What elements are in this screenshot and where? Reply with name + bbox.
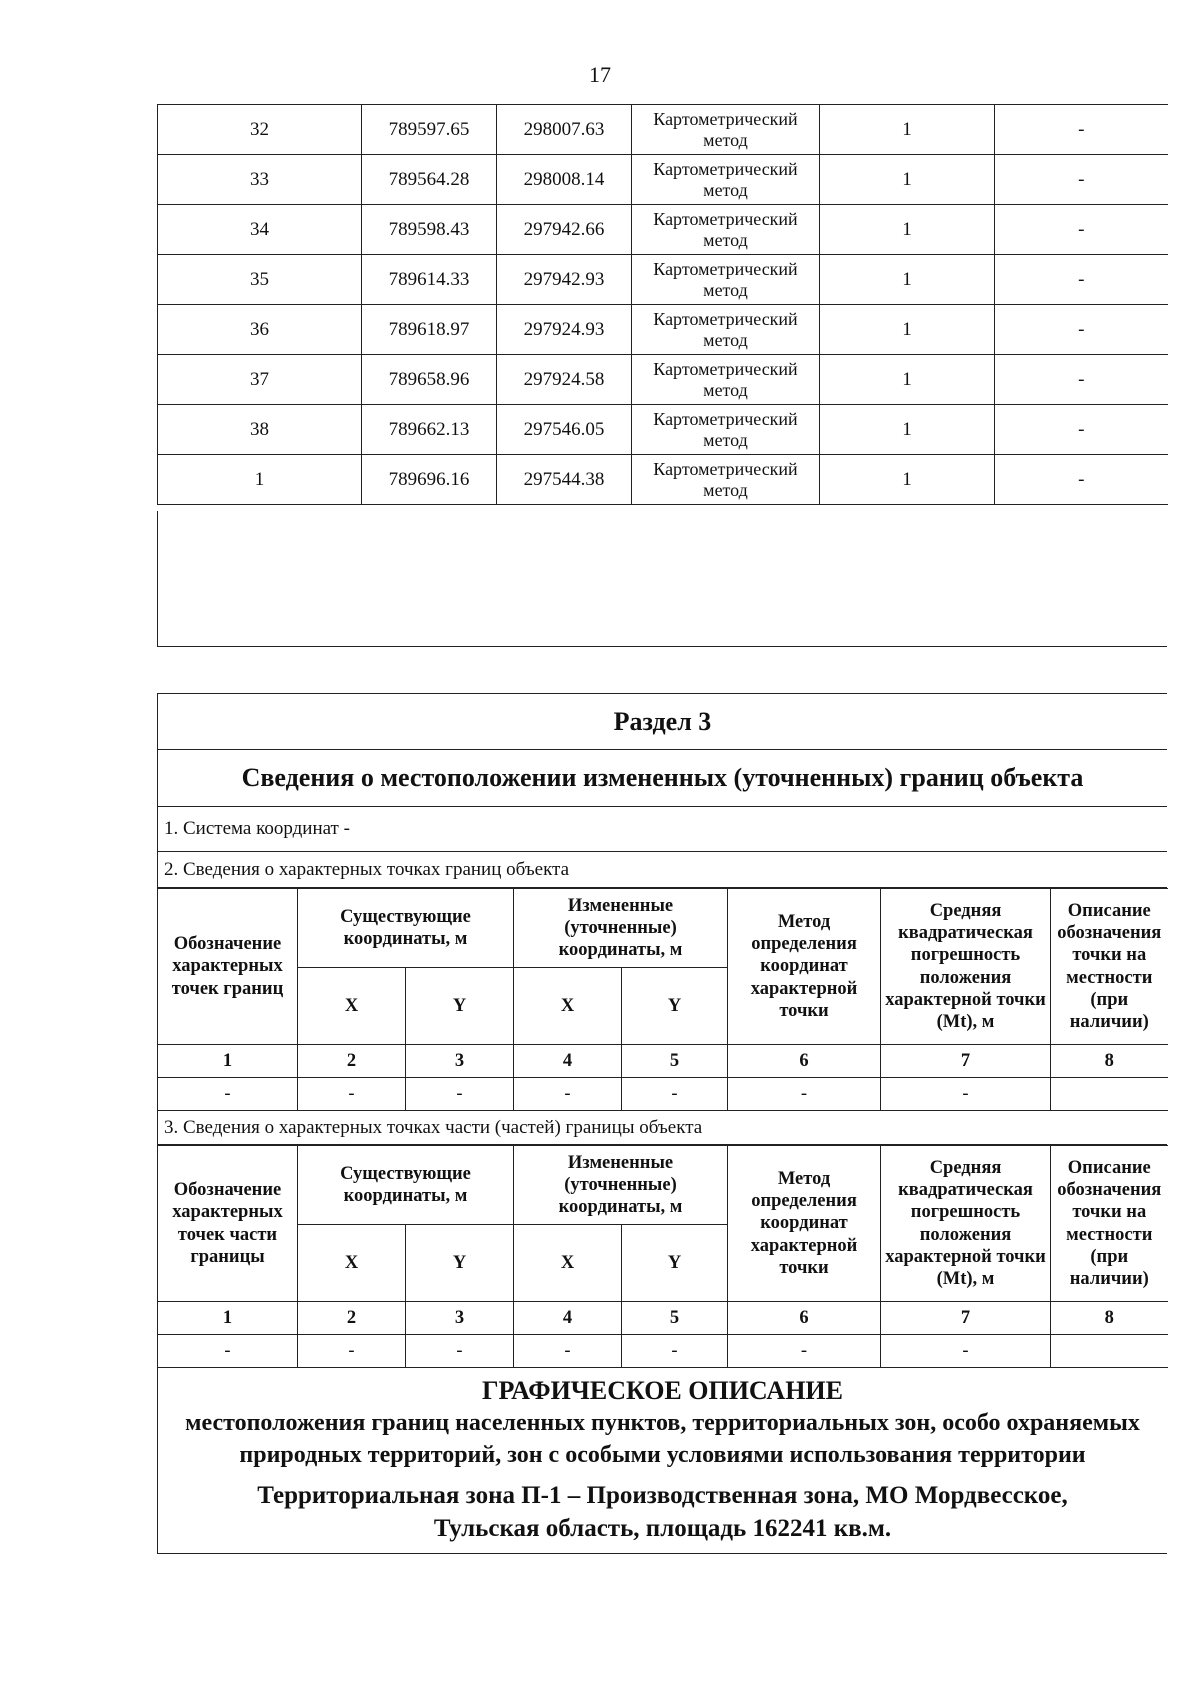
y-coordinate-cell: 297924.93 [497,305,632,355]
x-coordinate-cell: 789598.43 [362,205,497,255]
description-cell: - [995,305,1168,355]
accuracy-cell: 1 [820,255,995,305]
method-cell: Картометрический метод [632,155,820,205]
point-number-cell: 37 [158,355,362,405]
table-cell: - [881,1078,1051,1111]
parts-heading: 3. Сведения о характерных точках части (частей) границы объекта [157,1111,1167,1145]
col-number: 1 [158,1302,298,1335]
accuracy-cell: 1 [820,455,995,505]
table-cell: - [622,1335,728,1368]
boundary-points-table [157,888,1168,1111]
x-coordinate-cell: 789662.13 [362,405,497,455]
point-number-cell: 35 [158,255,362,305]
col-number: 5 [622,1045,728,1078]
accuracy-cell: 1 [820,155,995,205]
table-row [158,455,1168,505]
header-error: Средняя квадратическая погрешность положения характерной точки (Mt), м [881,889,1051,1045]
header-x: X [514,968,622,1045]
section-3 [157,693,1167,1554]
section-title: Раздел 3 [157,694,1167,750]
points-heading: 2. Сведения о характерных точках границ объекта [157,852,1167,888]
col-number: 6 [728,1045,881,1078]
point-number-cell: 1 [158,455,362,505]
section-subtitle: Сведения о местоположении измененных (уточненных) границ объекта [157,750,1167,807]
table-cell [1051,1335,1168,1368]
table-cell: - [514,1078,622,1111]
graphic-title: ГРАФИЧЕСКОЕ ОПИСАНИЕ [482,1376,843,1405]
y-coordinate-cell: 298007.63 [497,105,632,155]
accuracy-cell: 1 [820,105,995,155]
description-cell: - [995,105,1168,155]
header-description: Описание обозначения точки на местности (при наличии) [1051,889,1168,1045]
method-cell: Картометрический метод [632,255,820,305]
table-row [158,205,1168,255]
col-number: 4 [514,1045,622,1078]
point-number-cell: 34 [158,205,362,255]
header-y: Y [406,1225,514,1302]
y-coordinate-cell: 297546.05 [497,405,632,455]
header-existing-coords: Существующие координаты, м [298,889,514,968]
header-designation: Обозначение характерных точек границ [158,889,298,1045]
empty-table-area [157,511,1167,647]
method-cell: Картометрический метод [632,355,820,405]
col-number: 4 [514,1302,622,1335]
method-cell: Картометрический метод [632,205,820,255]
x-coordinate-cell: 789618.97 [362,305,497,355]
zone-line-1: Территориальная зона П-1 – Производственная зона, МО Мордвесское, [257,1482,1068,1509]
description-cell: - [995,155,1168,205]
header-description: Описание обозначения точки на местности (при наличии) [1051,1146,1168,1302]
table-cell [1051,1078,1168,1111]
table-cell: - [514,1335,622,1368]
point-number-cell: 36 [158,305,362,355]
col-number: 3 [406,1302,514,1335]
x-coordinate-cell: 789597.65 [362,105,497,155]
y-coordinate-cell: 298008.14 [497,155,632,205]
table-cell: - [406,1335,514,1368]
y-coordinate-cell: 297924.58 [497,355,632,405]
accuracy-cell: 1 [820,405,995,455]
header-y: Y [622,1225,728,1302]
table-row [158,255,1168,305]
header-method: Метод определения координат характерной точки [728,1146,881,1302]
col-number: 1 [158,1045,298,1078]
header-method: Метод определения координат характерной точки [728,889,881,1045]
point-number-cell: 38 [158,405,362,455]
col-number: 8 [1051,1045,1168,1078]
description-cell: - [995,405,1168,455]
zone-line-2: Тульская область, площадь 162241 кв.м. [433,1515,892,1542]
y-coordinate-cell: 297942.93 [497,255,632,305]
table-cell: - [298,1335,406,1368]
header-changed-coords: Измененные (уточненные) координаты, м [514,889,728,968]
header-y: Y [406,968,514,1045]
table-cell: - [622,1078,728,1111]
table-cell: - [728,1335,881,1368]
header-existing-coords: Существующие координаты, м [298,1146,514,1225]
x-coordinate-cell: 789564.28 [362,155,497,205]
header-x: X [298,1225,406,1302]
page-number: 17 [589,62,611,87]
method-cell: Картометрический метод [632,455,820,505]
description-cell: - [995,205,1168,255]
header-error: Средняя квадратическая погрешность положения характерной точки (Mt), м [881,1146,1051,1302]
table-row [158,305,1168,355]
header-y: Y [622,968,728,1045]
graphic-subtitle: местоположения границ населенных пунктов, территориальных зон, особо охраняемых природных территорий, зон с особыми условиями использования территории [185,1410,1140,1468]
part-points-table [157,1145,1168,1368]
header-x: X [514,1225,622,1302]
table-cell: - [881,1335,1051,1368]
coordinate-system-line: 1. Система координат - [157,807,1167,852]
description-cell: - [995,455,1168,505]
col-number: 2 [298,1045,406,1078]
table-row [158,405,1168,455]
table-cell: - [728,1078,881,1111]
x-coordinate-cell: 789696.16 [362,455,497,505]
col-number: 5 [622,1302,728,1335]
col-number: 7 [881,1045,1051,1078]
col-number: 6 [728,1302,881,1335]
col-number: 3 [406,1045,514,1078]
description-cell: - [995,255,1168,305]
table-row [158,105,1168,155]
header-changed-coords: Измененные (уточненные) координаты, м [514,1146,728,1225]
table-row [158,355,1168,405]
col-number: 7 [881,1302,1051,1335]
accuracy-cell: 1 [820,355,995,405]
x-coordinate-cell: 789614.33 [362,255,497,305]
point-number-cell: 32 [158,105,362,155]
table-cell: - [158,1078,298,1111]
point-number-cell: 33 [158,155,362,205]
method-cell: Картометрический метод [632,305,820,355]
y-coordinate-cell: 297544.38 [497,455,632,505]
header-x: X [298,968,406,1045]
table-cell: - [406,1078,514,1111]
col-number: 8 [1051,1302,1168,1335]
method-cell: Картометрический метод [632,405,820,455]
table-cell: - [298,1078,406,1111]
coordinates-table-body [158,105,1168,505]
header-designation: Обозначение характерных точек части границы [158,1146,298,1302]
table-row [158,155,1168,205]
col-number: 2 [298,1302,406,1335]
y-coordinate-cell: 297942.66 [497,205,632,255]
accuracy-cell: 1 [820,305,995,355]
table-cell: - [158,1335,298,1368]
method-cell: Картометрический метод [632,105,820,155]
accuracy-cell: 1 [820,205,995,255]
coordinates-table [157,104,1168,505]
description-cell: - [995,355,1168,405]
x-coordinate-cell: 789658.96 [362,355,497,405]
graphic-description [157,1368,1167,1554]
